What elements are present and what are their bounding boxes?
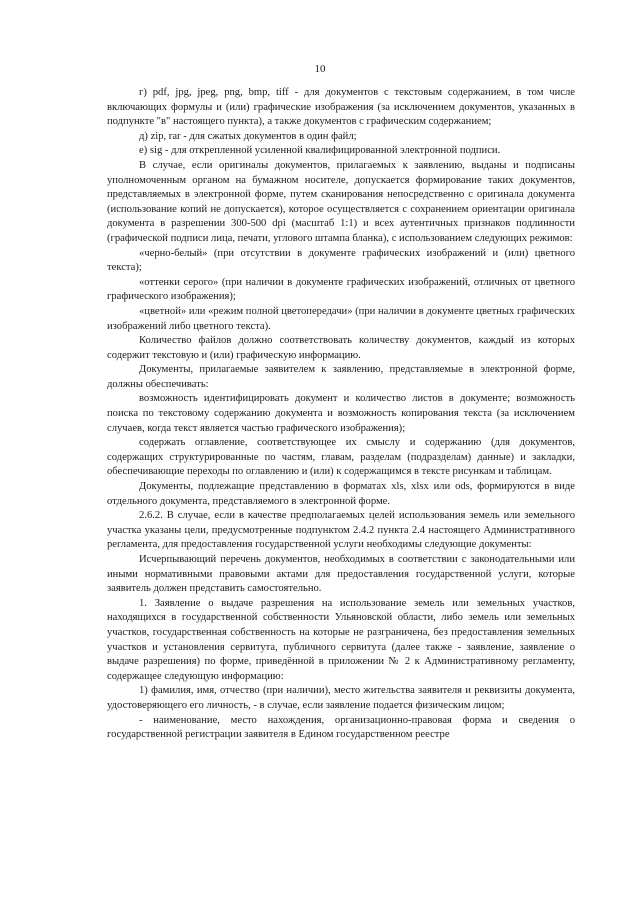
- paragraph-identification: возможность идентифицировать документ и количество листов в документе; возможность поиска по текстовому содержанию документа и возможность копирования текста (за исключением случаев, когда текст является частью графического изображения);: [107, 393, 575, 434]
- paragraph-mode-bw: «черно-белый» (при отсутствии в документе графических изображений и (или) цветного текста);: [107, 247, 575, 274]
- paragraph-mode-color: «цветной» или «режим полной цветопередачи» (при наличии в документе цветных графических изображений либо цветного текста).: [107, 305, 575, 332]
- paragraph-formats-sig: е) sig - для открепленной усиленной квалифицированной электронной подписи.: [139, 145, 501, 157]
- page-number: 10: [314, 63, 326, 75]
- paragraph-applicant-organization: - наименование, место нахождения, организационно-правовая форма и сведения о государственной регистрации заявителя в Едином государственном реестре: [107, 714, 575, 741]
- paragraph-table-of-contents: содержать оглавление, соответствующее их смыслу и содержанию (для документов, содержащих структурированные по частям, главам, разделам (подразделам) данные) и закладки, обеспечивающие переходы по оглавлению и (или) к содержащимся в тексте рисункам и таблицам.: [107, 437, 575, 478]
- paragraph-application: 1. Заявление о выдаче разрешения на использование земель или земельных участков, находящихся в государственной собственности Ульяновской области, либо земель или земельных участков, государственная собственность на которые не разграничена, без предоставления земельных участков и установления сервитута, публичного сервитута (далее также - заявление, заявление о выдаче разрешения) по форме, приведённой в приложении № 2 к Административному регламенту, содержащее следующую информацию:: [107, 597, 575, 682]
- paragraph-formats-zip: д) zip, rar - для сжатых документов в один файл;: [139, 130, 357, 142]
- paragraph-applicant-individual: 1) фамилия, имя, отчество (при наличии), место жительства заявителя и реквизиты документа, удостоверяющего его личность, - в случае, если заявление подается физическим лицом;: [107, 685, 575, 711]
- paragraph-2-6-2: 2.6.2. В случае, если в качестве предполагаемых целей использования земель или земельного участка указаны цели, предусмотренные подпунктом 2.4.2 пункта 2.4 настоящего Административного регламента, для предоставления государственной услуги необходимы следующие документы:: [107, 510, 575, 551]
- paragraph-xls-formats: Документы, подлежащие представлению в форматах xls, xlsx или ods, формируются в виде отдельного документа, представляемого в электронной форме.: [107, 481, 575, 507]
- paragraph-formats-pdf: г) pdf, jpg, jpeg, png, bmp, tiff - для документов с текстовым содержанием, в том числе включающих формулы и (или) графические изображения (за исключением документов, указанных в подпункте "в" настоящего пункта), а также документов с графическим содержанием;: [107, 87, 575, 128]
- paragraph-mode-grayscale: «оттенки серого» (при наличии в документе графических изображений, отличных от цветного графического изображения);: [107, 276, 575, 303]
- paragraph-file-count: Количество файлов должно соответствовать количеству документов, каждый из которых содержит текстовую и (или) графическую информацию.: [107, 335, 575, 361]
- paragraph-documents-requirements: Документы, прилагаемые заявителем к заявлению, представляемые в электронной форме, должны обеспечивать:: [107, 364, 575, 390]
- paragraph-scanning-rules: В случае, если оригиналы документов, прилагаемых к заявлению, выданы и подписаны уполномоченным органом на бумажном носителе, допускается формирование таких документов, представляемых в электронной форме, путем сканирования непосредственно с оригинала документа (использование копий не допускается), которое осуществляется с сохранением ориентации оригинала документа в разрешении 300-500 dpi (масштаб 1:1) и всех аутентичных признаков подлинности (графической подписи лица, печати, углового штампа бланка), с использованием следующих режимов:: [107, 159, 575, 244]
- paragraph-exhaustive-list: Исчерпывающий перечень документов, необходимых в соответствии с законодательными или иными нормативными правовыми актами для предоставления государственной услуги, которые заявитель должен представить самостоятельно.: [107, 554, 575, 595]
- document-body: [107, 86, 575, 743]
